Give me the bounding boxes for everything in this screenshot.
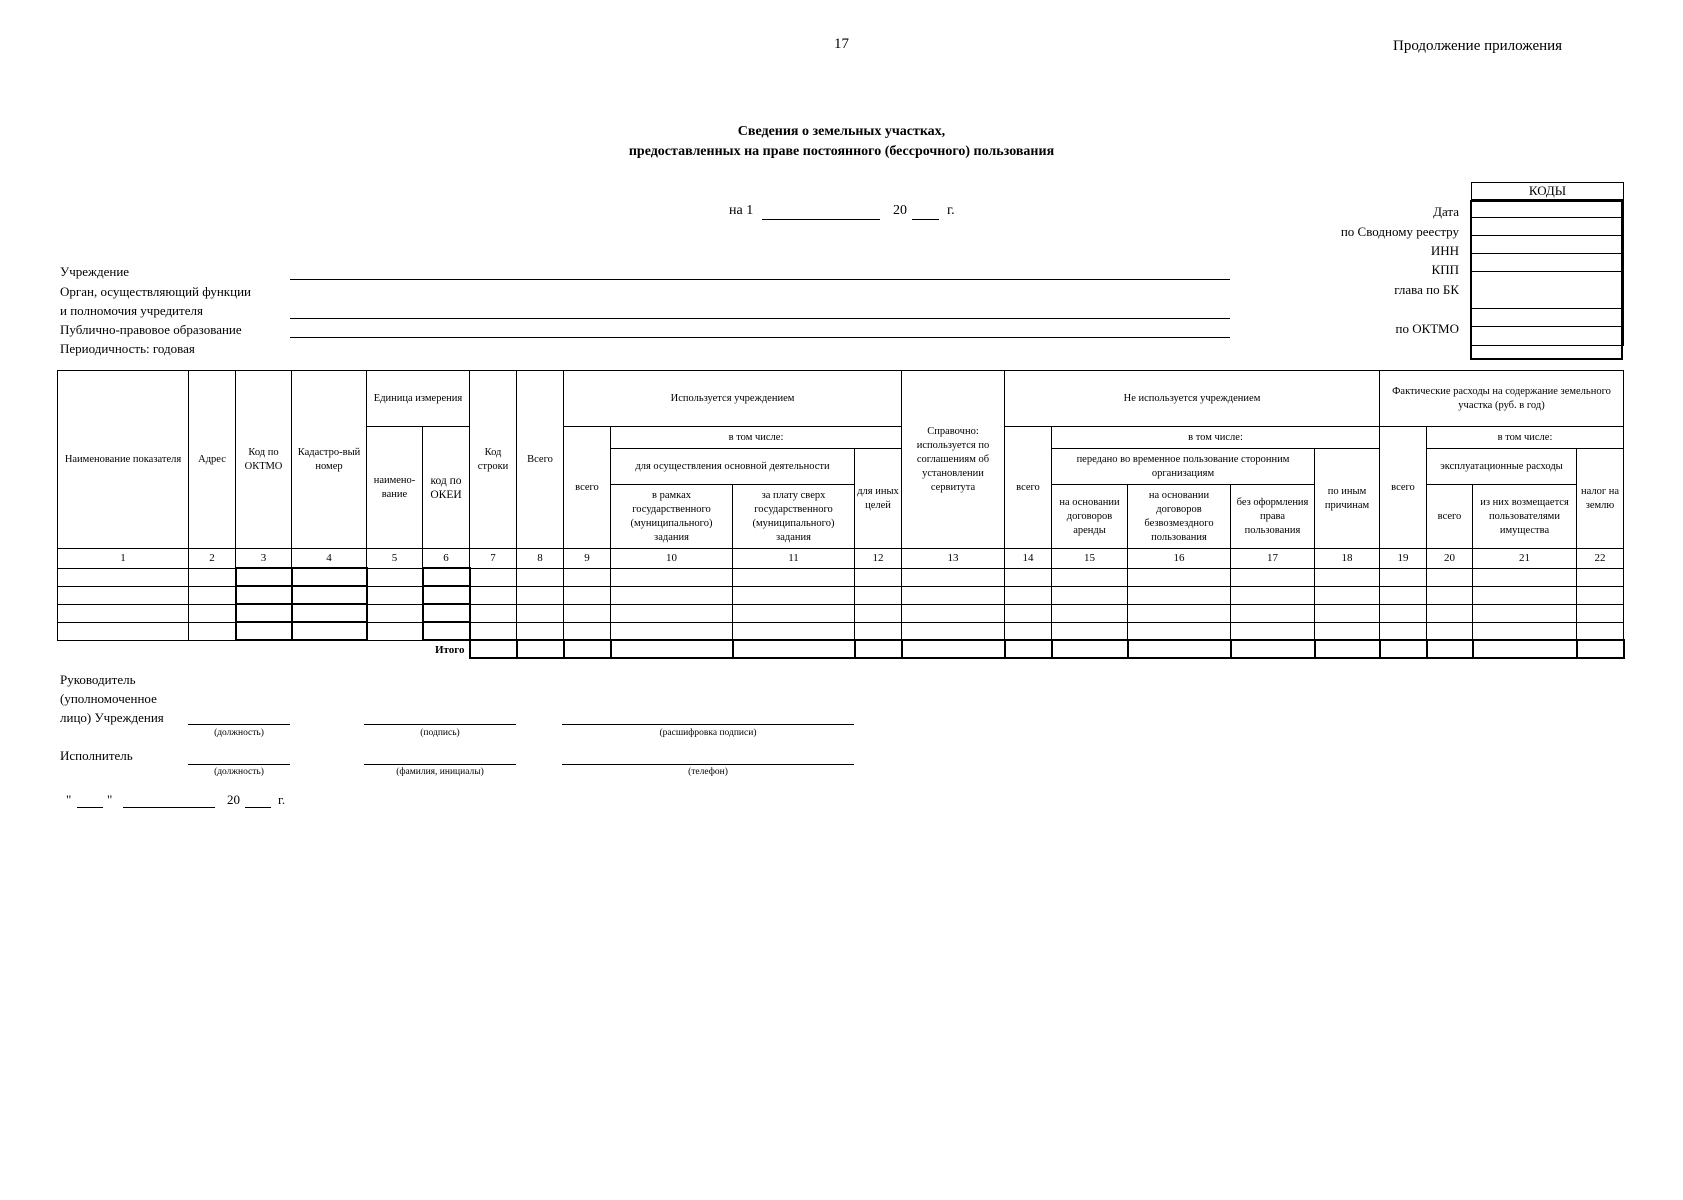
- table-cell[interactable]: [58, 568, 189, 586]
- code-registry-cell[interactable]: [1472, 218, 1624, 236]
- date-year-prefix: 20: [893, 203, 907, 218]
- table-cell[interactable]: [1473, 622, 1577, 640]
- table-cell[interactable]: [1005, 622, 1052, 640]
- header-costs-exp-reimb: из них возмещается пользователями имущества: [1473, 485, 1577, 549]
- table-cell[interactable]: [58, 586, 189, 604]
- executor-label: Исполнитель: [60, 748, 133, 763]
- header-used-state: в рамках государственного (муниципального) задания: [611, 485, 733, 549]
- table-cell[interactable]: [1315, 622, 1380, 640]
- table-cell[interactable]: [58, 622, 189, 640]
- head-label-line-1: Руководитель: [60, 672, 136, 687]
- table-cell[interactable]: [1427, 568, 1473, 586]
- col-num: 11: [733, 549, 855, 569]
- table-cell[interactable]: [1052, 622, 1128, 640]
- sign-date-year-prefix: 20: [227, 792, 240, 807]
- table-cell[interactable]: [423, 568, 470, 586]
- table-cell[interactable]: [1380, 568, 1427, 586]
- code-extra-cell[interactable]: [1472, 327, 1624, 346]
- executor-phone-field[interactable]: [562, 752, 854, 765]
- label-institution: Учреждение: [60, 264, 130, 279]
- code-oktmo-cell[interactable]: [1472, 309, 1624, 327]
- table-cell[interactable]: [470, 586, 517, 604]
- col-num: 2: [189, 549, 236, 569]
- table-cell[interactable]: [1577, 622, 1624, 640]
- table-cell[interactable]: [189, 604, 236, 622]
- table-row: [58, 604, 1624, 622]
- col-num: 18: [1315, 549, 1380, 569]
- empty-cell: [367, 640, 423, 658]
- table-cell[interactable]: [423, 604, 470, 622]
- table-cell[interactable]: [292, 568, 367, 586]
- table-cell[interactable]: [1005, 568, 1052, 586]
- continuation-label: Продолжение приложения: [1393, 38, 1563, 54]
- col-num: 8: [517, 549, 564, 569]
- col-num: 10: [611, 549, 733, 569]
- header-line-code: Код строки: [470, 371, 517, 549]
- table-cell[interactable]: [1577, 568, 1624, 586]
- table-cell[interactable]: [236, 604, 292, 622]
- header-not-used: Не используется учреждением: [1005, 371, 1380, 427]
- total-cell[interactable]: [1315, 640, 1380, 658]
- table-cell[interactable]: [1427, 604, 1473, 622]
- codes-title: КОДЫ: [1472, 183, 1624, 200]
- table-cell[interactable]: [1473, 568, 1577, 586]
- sign-date-year-field[interactable]: [245, 795, 271, 808]
- label-periodicity: Периодичность: годовая: [60, 341, 195, 356]
- header-nu-incl: в том числе:: [1052, 427, 1380, 449]
- table-cell[interactable]: [367, 586, 423, 604]
- empty-cell: [58, 640, 189, 658]
- table-cell[interactable]: [1577, 586, 1624, 604]
- table-cell[interactable]: [470, 604, 517, 622]
- total-label: Итого: [434, 643, 465, 656]
- header-servitude: Справочно: используется по соглашениям об установлении сервитута: [902, 371, 1005, 549]
- col-num: 6: [423, 549, 470, 569]
- col-num: 12: [855, 549, 902, 569]
- header-unit: Единица измерения: [367, 371, 470, 427]
- table-cell[interactable]: [1231, 622, 1315, 640]
- table-cell[interactable]: [733, 604, 855, 622]
- header-address: Адрес: [189, 371, 236, 549]
- table-cell[interactable]: [1427, 622, 1473, 640]
- header-costs-incl: в том числе:: [1427, 427, 1624, 449]
- table-cell[interactable]: [855, 604, 902, 622]
- total-cell[interactable]: [564, 640, 611, 658]
- table-cell[interactable]: [292, 604, 367, 622]
- header-name: Наименование показателя: [58, 371, 189, 549]
- table-cell[interactable]: [1315, 586, 1380, 604]
- table-cell[interactable]: [1231, 604, 1315, 622]
- code-inn-cell[interactable]: [1472, 236, 1624, 254]
- table-cell[interactable]: [1052, 604, 1128, 622]
- header-costs-exp-all: всего: [1427, 485, 1473, 549]
- header-used: Используется учреждением: [564, 371, 902, 427]
- table-row: [58, 568, 1624, 586]
- table-cell[interactable]: [1577, 604, 1624, 622]
- total-cell[interactable]: [1231, 640, 1315, 658]
- title-line-2: предоставленных на праве постоянного (бессрочного) пользования: [628, 144, 1055, 159]
- head-label: [60, 670, 164, 727]
- total-cell[interactable]: [470, 640, 517, 658]
- header-unit-name: наимено-вание: [367, 427, 423, 549]
- table-cell[interactable]: [1231, 568, 1315, 586]
- total-cell[interactable]: [1128, 640, 1231, 658]
- table-cell[interactable]: [733, 586, 855, 604]
- total-cell[interactable]: [517, 640, 564, 658]
- table-cell[interactable]: [1231, 586, 1315, 604]
- sign-date-suffix: г.: [278, 792, 286, 807]
- table-cell[interactable]: [367, 604, 423, 622]
- date-quote-close: ": [107, 792, 113, 807]
- header-cadastral: Кадастро-вый номер: [292, 371, 367, 549]
- label-oktmo: по ОКТМО: [1395, 321, 1459, 336]
- total-cell[interactable]: [1427, 640, 1473, 658]
- header-nu-transfer: передано во временное пользование сторонним организациям: [1052, 449, 1315, 485]
- table-cell[interactable]: [564, 586, 611, 604]
- table-cell[interactable]: [189, 586, 236, 604]
- table-cell[interactable]: [1005, 586, 1052, 604]
- table-cell[interactable]: [470, 568, 517, 586]
- label-inn: ИНН: [1430, 243, 1459, 258]
- header-costs-all: всего: [1380, 427, 1427, 549]
- table-cell[interactable]: [470, 622, 517, 640]
- total-cell[interactable]: [855, 640, 902, 658]
- header-nu-other: по иным причинам: [1315, 449, 1380, 549]
- document-title: [0, 122, 1683, 162]
- table-cell[interactable]: [236, 586, 292, 604]
- header-nu-noreg: без оформления права пользования: [1231, 485, 1315, 549]
- col-num: 21: [1473, 549, 1577, 569]
- date-day-month-field[interactable]: [762, 205, 880, 220]
- empty-cell: [236, 640, 292, 658]
- table-cell[interactable]: [1315, 568, 1380, 586]
- table-cell[interactable]: [733, 568, 855, 586]
- date-prefix: на 1: [729, 203, 754, 218]
- header-nu-free: на основании договоров безвозмездного пользования: [1128, 485, 1231, 549]
- table-cell[interactable]: [517, 604, 564, 622]
- col-num: 14: [1005, 549, 1052, 569]
- table-cell[interactable]: [58, 604, 189, 622]
- table-cell[interactable]: [1052, 568, 1128, 586]
- total-cell[interactable]: [902, 640, 1005, 658]
- table-cell[interactable]: [367, 622, 423, 640]
- table-cell[interactable]: [423, 622, 470, 640]
- table-cell[interactable]: [902, 568, 1005, 586]
- total-row: [58, 640, 1624, 658]
- col-num: 7: [470, 549, 517, 569]
- col-num: 13: [902, 549, 1005, 569]
- col-num: 9: [564, 549, 611, 569]
- empty-cell: [189, 640, 236, 658]
- total-cell[interactable]: [733, 640, 855, 658]
- caption-phone: (телефон): [688, 767, 728, 777]
- total-cell[interactable]: [1052, 640, 1128, 658]
- table-cell[interactable]: [1052, 586, 1128, 604]
- total-cell[interactable]: [1005, 640, 1052, 658]
- col-num: 5: [367, 549, 423, 569]
- table-cell[interactable]: [611, 622, 733, 640]
- label-bk: глава по БК: [1394, 282, 1459, 297]
- date-year-field[interactable]: [912, 205, 939, 220]
- sign-date-month-field[interactable]: [123, 795, 215, 808]
- table-cell[interactable]: [1005, 604, 1052, 622]
- table-cell[interactable]: [1128, 586, 1231, 604]
- table-cell[interactable]: [1380, 622, 1427, 640]
- table-cell[interactable]: [564, 604, 611, 622]
- table-cell[interactable]: [733, 622, 855, 640]
- code-kpp-cell[interactable]: [1472, 254, 1624, 272]
- total-cell[interactable]: [1577, 640, 1624, 658]
- label-founder-2: и полномочия учредителя: [60, 303, 203, 318]
- table-row: [58, 586, 1624, 604]
- total-cell[interactable]: [611, 640, 733, 658]
- caption-position: (должность): [214, 728, 264, 738]
- column-numbers-row: [58, 549, 1624, 569]
- caption-position-2: (должность): [214, 767, 264, 777]
- col-num: 16: [1128, 549, 1231, 569]
- col-num: 17: [1231, 549, 1315, 569]
- table-row: [58, 622, 1624, 640]
- head-label-line-3: лицо) Учреждения: [60, 710, 164, 725]
- land-plots-table: [57, 370, 1625, 659]
- public-entity-field[interactable]: [290, 324, 1230, 338]
- header-costs-exp: эксплуатационные расходы: [1427, 449, 1577, 485]
- head-position-field[interactable]: [188, 712, 290, 725]
- table-cell[interactable]: [855, 568, 902, 586]
- table-cell[interactable]: [367, 568, 423, 586]
- col-num: 3: [236, 549, 292, 569]
- head-signature-field[interactable]: [364, 712, 516, 725]
- title-line-1: Сведения о земельных участках,: [737, 124, 946, 139]
- table-cell[interactable]: [1128, 604, 1231, 622]
- table-cell[interactable]: [1380, 586, 1427, 604]
- executor-name-field[interactable]: [364, 752, 516, 765]
- table-cell[interactable]: [1473, 604, 1577, 622]
- code-bk-cell[interactable]: [1472, 272, 1624, 309]
- label-registry: по Сводному реестру: [1340, 224, 1459, 239]
- label-founder-1: Орган, осуществляющий функции: [60, 284, 251, 299]
- table-cell[interactable]: [292, 586, 367, 604]
- table-cell[interactable]: [611, 586, 733, 604]
- table-cell[interactable]: [189, 622, 236, 640]
- total-cell[interactable]: [1380, 640, 1427, 658]
- header-nu-lease: на основании договоров аренды: [1052, 485, 1128, 549]
- table-cell[interactable]: [1473, 586, 1577, 604]
- table-cell[interactable]: [517, 586, 564, 604]
- table-cell[interactable]: [855, 586, 902, 604]
- header-oktmo: Код по ОКТМО: [236, 371, 292, 549]
- col-num: 22: [1577, 549, 1624, 569]
- header-used-all: всего: [564, 427, 611, 549]
- header-used-paid: за плату сверх государственного (муниципального) задания: [733, 485, 855, 549]
- date-quote-open: ": [66, 792, 72, 807]
- table-cell[interactable]: [236, 622, 292, 640]
- codes-table: [1471, 182, 1624, 346]
- table-cell[interactable]: [517, 568, 564, 586]
- sign-date-day-field[interactable]: [77, 795, 103, 808]
- header-costs-tax: налог на землю: [1577, 449, 1624, 549]
- table-cell[interactable]: [902, 604, 1005, 622]
- head-decode-field[interactable]: [562, 712, 854, 725]
- table-cell[interactable]: [1315, 604, 1380, 622]
- executor-position-field[interactable]: [188, 752, 290, 765]
- header-total: Всего: [517, 371, 564, 549]
- table-cell[interactable]: [611, 568, 733, 586]
- table-cell[interactable]: [611, 604, 733, 622]
- page-number: 17: [834, 36, 849, 52]
- table-cell[interactable]: [236, 568, 292, 586]
- label-public-entity: Публично-правовое образование: [60, 322, 242, 337]
- table-cell[interactable]: [517, 622, 564, 640]
- table-cell[interactable]: [189, 568, 236, 586]
- header-used-incl: в том числе:: [611, 427, 902, 449]
- code-date-cell[interactable]: [1472, 200, 1624, 218]
- label-date: Дата: [1433, 204, 1459, 219]
- header-costs: Фактические расходы на содержание земельного участка (руб. в год): [1380, 371, 1624, 427]
- header-used-main: для осуществления основной деятельности: [611, 449, 855, 485]
- head-label-line-2: (уполномоченное: [60, 691, 157, 706]
- table-cell[interactable]: [902, 622, 1005, 640]
- empty-cell: [292, 640, 367, 658]
- caption-signature: (подпись): [420, 728, 460, 738]
- caption-decode: (расшифровка подписи): [659, 728, 757, 738]
- table-cell[interactable]: [564, 568, 611, 586]
- institution-field[interactable]: [290, 266, 1230, 280]
- table-cell[interactable]: [1380, 604, 1427, 622]
- col-num: 20: [1427, 549, 1473, 569]
- table-cell[interactable]: [423, 586, 470, 604]
- header-used-other: для иных целей: [855, 449, 902, 549]
- col-num: 4: [292, 549, 367, 569]
- table-cell[interactable]: [292, 622, 367, 640]
- header-unit-okei: код по ОКЕИ: [423, 427, 470, 549]
- col-num: 15: [1052, 549, 1128, 569]
- table-cell[interactable]: [855, 622, 902, 640]
- header-nu-all: всего: [1005, 427, 1052, 549]
- table-cell[interactable]: [902, 586, 1005, 604]
- caption-name: (фамилия, инициалы): [396, 767, 484, 777]
- table-cell[interactable]: [1427, 586, 1473, 604]
- col-num: 1: [58, 549, 189, 569]
- table-cell[interactable]: [1128, 568, 1231, 586]
- total-cell[interactable]: [1473, 640, 1577, 658]
- label-kpp: КПП: [1431, 262, 1459, 277]
- col-num: 19: [1380, 549, 1427, 569]
- founder-field[interactable]: [290, 305, 1230, 319]
- date-suffix: г.: [947, 203, 955, 218]
- table-cell[interactable]: [564, 622, 611, 640]
- table-cell[interactable]: [1128, 622, 1231, 640]
